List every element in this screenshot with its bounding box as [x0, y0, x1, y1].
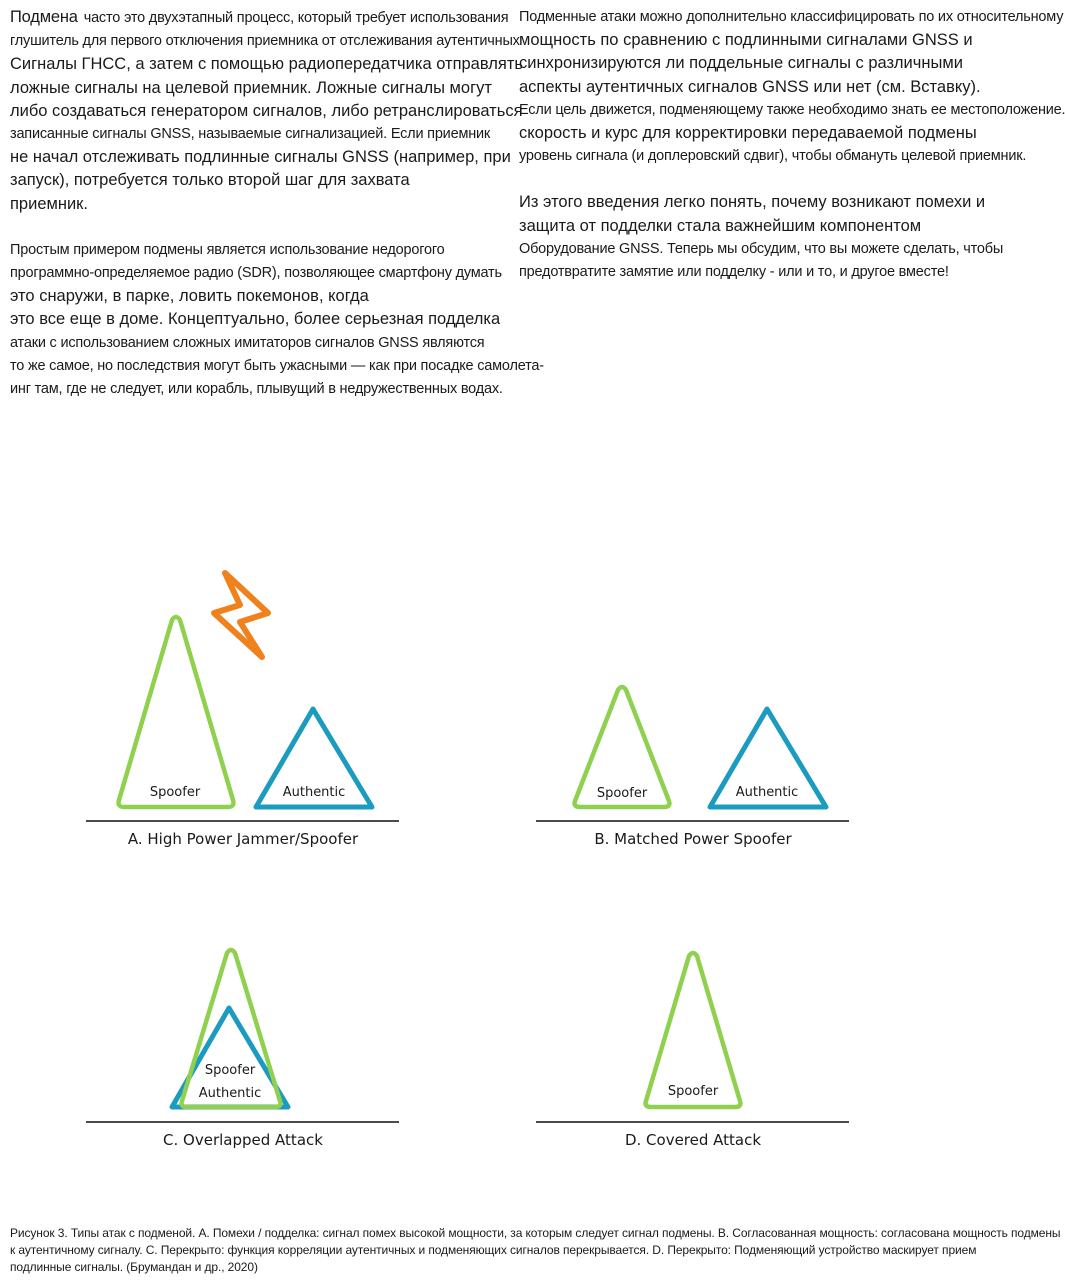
body-line: Простым примером подмены является использование недорогого	[10, 241, 445, 258]
body-line: аспекты аутентичных сигналов GNSS или нет (см. Вставку).	[519, 77, 981, 96]
body-line: не начал отслеживать подлинные сигналы GNSS (например, при	[10, 148, 511, 167]
body-line: атаки с использованием сложных имитаторов сигналов GNSS являются	[10, 334, 485, 351]
body-line: это все еще в доме. Концептуально, более серьезная подделка	[10, 310, 501, 329]
body-line: это снаружи, в парке, ловить покемонов, когда	[10, 287, 369, 306]
body-line: Подменные атаки можно дополнительно классифицировать по их относительному	[519, 9, 1064, 25]
body-line: Подмена часто это двухэтапный процесс, который требует использования	[10, 8, 509, 26]
caption-line: к аутентичному сигналу. C. Перекрыто: функция корреляции аутентичных и подменяющих сигналов перекрывается. D. Перекрыто: Подменяющий устройство маскирует прием	[10, 1243, 977, 1257]
body-line: Сигналы ГНСС, а затем с помощью радиопередатчика отправлять	[10, 55, 523, 74]
panel-title: A. High Power Jammer/Spoofer	[127, 830, 359, 848]
caption-line: Рисунок 3. Типы атак с подменой. A. Помехи / подделка: сигнал помех высокой мощности, за которым следует сигнал подмены. B. Согласованная мощность: согласована мощность подмены	[10, 1226, 1061, 1240]
spoofer-label: Spoofer	[149, 785, 201, 800]
panel-c	[86, 950, 399, 1149]
spoofer-triangle	[182, 950, 281, 1107]
lightning-icon	[214, 573, 268, 657]
body-line: либо создаваться генератором сигналов, либо ретранслироваться	[10, 101, 523, 120]
authentic-label: Authentic	[282, 785, 346, 800]
spoofer-label: Spoofer	[204, 1063, 256, 1078]
panel-title: B. Matched Power Spoofer	[594, 830, 792, 848]
spoofer-label: Spoofer	[596, 786, 648, 801]
spoofer-triangle	[119, 617, 234, 807]
body-line: то же самое, но последствия могут быть ужасными — как при посадке самолета-	[10, 357, 544, 374]
body-line: Из этого введения легко понять, почему возникают помехи и	[519, 193, 986, 212]
spoofer-label: Spoofer	[667, 1084, 719, 1099]
caption-line: подлинные сигналы. (Брумандан и др., 2020)	[10, 1260, 258, 1274]
body-line: программно-определяемое радио (SDR), позволяющее смартфону думать	[10, 265, 502, 282]
authentic-label: Authentic	[735, 785, 799, 800]
panel-b	[536, 687, 849, 848]
body-line: ложные сигналы на целевой приемник. Ложные сигналы могут	[10, 78, 492, 97]
body-line: глушитель для первого отключения приемника от отслеживания аутентичных	[10, 33, 520, 50]
body-line: записанные сигналы GNSS, называемые сигнализацией. Если приемник	[10, 126, 491, 143]
panel-title: C. Overlapped Attack	[163, 1131, 323, 1149]
panel-d	[536, 953, 849, 1149]
panel-a	[86, 573, 399, 848]
body-line: мощность по сравнению с подлинными сигналами GNSS и	[519, 31, 973, 50]
body-line: предотвратите замятие или подделку - или и то, и другое вместе!	[519, 264, 949, 281]
authentic-label: Authentic	[198, 1086, 262, 1101]
body-line: скорость и курс для корректировки передаваемой подмены	[519, 124, 977, 143]
body-line: приемник.	[10, 194, 88, 213]
lead-word: Подмена	[10, 8, 78, 26]
body-line: уровень сигнала (и доплеровский сдвиг), чтобы обмануть целевой приемник.	[519, 148, 1027, 165]
body-line: инг там, где не следует, или корабль, плывущий в недружественных водах.	[10, 381, 503, 398]
body-line: запуск), потребуется только второй шаг для захвата	[10, 171, 410, 190]
panel-title: D. Covered Attack	[624, 1131, 762, 1149]
body-line: синхронизируются ли поддельные сигналы с различными	[519, 54, 963, 73]
figure-caption	[10, 1225, 1061, 1276]
body-line: Если цель движется, подменяющему также необходимо знать ее местоположение.	[519, 101, 1065, 118]
body-line: Оборудование GNSS. Теперь мы обсудим, что вы можете сделать, чтобы	[519, 240, 1004, 257]
body-line: защита от подделки стала важнейшим компонентом	[519, 216, 922, 235]
